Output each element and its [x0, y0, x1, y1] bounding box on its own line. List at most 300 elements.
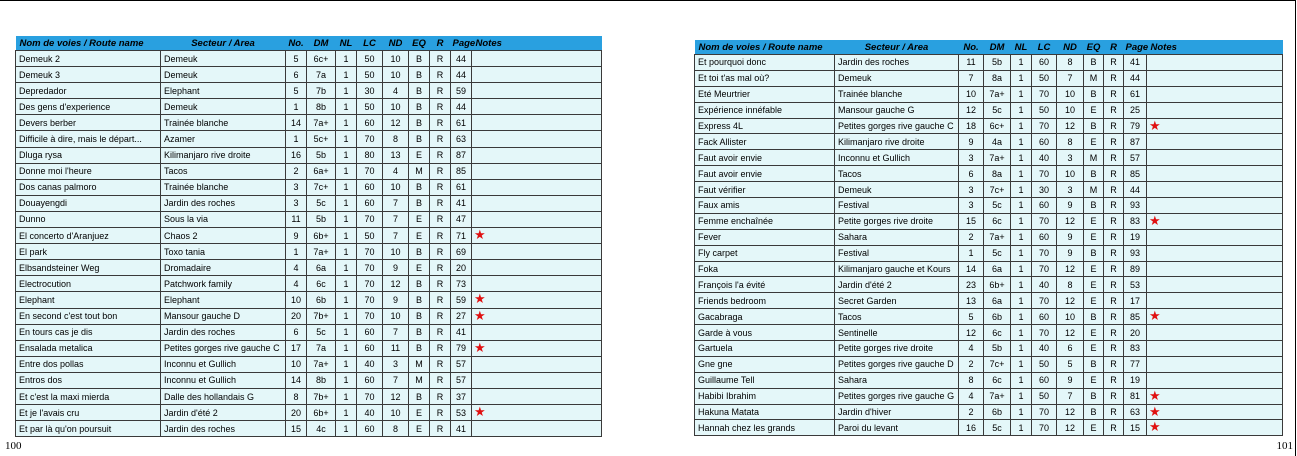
pitches-cell: 1: [336, 83, 357, 99]
table-row: [16, 115, 602, 131]
grade-cell: 6c+: [984, 118, 1011, 134]
table-row: [695, 420, 1283, 436]
star-icon: ★: [1149, 117, 1161, 133]
route-name-cell: Et par là qu'on poursuit: [16, 421, 161, 437]
grade-cell: 6b: [984, 309, 1011, 325]
rock-cell: R: [1104, 309, 1124, 325]
col-header-name: Nom de voies / Route name: [16, 36, 161, 51]
route-name-cell: Devers berber: [16, 115, 161, 131]
length-cell: 60: [357, 115, 383, 131]
page-ref-cell: 93: [1124, 198, 1147, 214]
rock-cell: R: [430, 115, 451, 131]
page-ref-cell: 69: [451, 244, 472, 260]
rock-cell: R: [430, 131, 451, 147]
length-cell: 60: [1032, 372, 1057, 388]
length-cell: 50: [1032, 356, 1057, 372]
rock-cell: R: [1104, 229, 1124, 245]
pitches-cell: 1: [336, 67, 357, 83]
grade-cell: 5c: [307, 195, 336, 211]
length-cell: 70: [1032, 245, 1057, 261]
grade-cell: 7c+: [984, 356, 1011, 372]
route-name-cell: En second c'est tout bon: [16, 308, 161, 324]
length-cell: 30: [1032, 182, 1057, 198]
equipment-cell: B: [1084, 55, 1104, 71]
table-row: [16, 244, 602, 260]
pitches-cell: 1: [1011, 261, 1032, 277]
length-cell: 50: [1032, 388, 1057, 404]
notes-cell: [472, 260, 602, 276]
rock-cell: R: [430, 340, 451, 356]
rock-cell: R: [1104, 86, 1124, 102]
rock-cell: R: [430, 83, 451, 99]
quickdraws-cell: 9: [1057, 229, 1084, 245]
rock-cell: R: [430, 356, 451, 372]
length-cell: 60: [1032, 134, 1057, 150]
table-row: [695, 213, 1283, 229]
rock-cell: R: [1104, 404, 1124, 420]
page-ref-cell: 59: [451, 83, 472, 99]
quickdraws-cell: 13: [383, 147, 409, 163]
page-ref-cell: 41: [451, 421, 472, 437]
grade-cell: 6a: [307, 260, 336, 276]
area-cell: Tacos: [835, 166, 959, 182]
notes-cell: [1147, 70, 1283, 86]
quickdraws-cell: 9: [383, 260, 409, 276]
grade-cell: 7a: [307, 67, 336, 83]
page-ref-cell: 20: [451, 260, 472, 276]
notes-cell: [472, 244, 602, 260]
pitches-cell: 1: [336, 99, 357, 115]
pitches-cell: 1: [1011, 420, 1032, 436]
area-cell: Petites gorges rive gauche D: [835, 356, 959, 372]
quickdraws-cell: 6: [1057, 341, 1084, 357]
area-cell: Jardin des roches: [835, 55, 959, 71]
route-number-cell: 2: [959, 404, 984, 420]
notes-cell: [1147, 372, 1283, 388]
route-name-cell: Dluga rysa: [16, 147, 161, 163]
quickdraws-cell: 7: [383, 195, 409, 211]
route-table-right: [694, 40, 1283, 436]
notes-cell: [472, 99, 602, 115]
rock-cell: R: [430, 421, 451, 437]
area-cell: Jardin des roches: [161, 324, 286, 340]
table-row: [16, 83, 602, 99]
length-cell: 70: [1032, 166, 1057, 182]
col-header-r: R: [430, 36, 451, 51]
route-number-cell: 8: [959, 372, 984, 388]
notes-cell: [1147, 55, 1283, 71]
page-ref-cell: 37: [451, 388, 472, 404]
area-cell: Kilimanjaro gauche et Kours: [835, 261, 959, 277]
route-number-cell: 16: [286, 147, 307, 163]
route-name-cell: Et toi t'as mal où?: [695, 70, 835, 86]
quickdraws-cell: 8: [383, 131, 409, 147]
route-number-cell: 11: [959, 55, 984, 71]
pitches-cell: 1: [1011, 277, 1032, 293]
table-row: [695, 341, 1283, 357]
rock-cell: R: [1104, 166, 1124, 182]
area-cell: Demeuk: [161, 99, 286, 115]
page-ref-cell: 85: [451, 163, 472, 179]
equipment-cell: B: [409, 324, 430, 340]
route-number-cell: 3: [286, 195, 307, 211]
area-cell: Mansour gauche G: [835, 102, 959, 118]
col-header-nl: NL: [336, 36, 357, 51]
notes-cell: [472, 163, 602, 179]
notes-cell: [1147, 293, 1283, 309]
area-cell: Sahara: [835, 229, 959, 245]
col-header-eq: EQ: [409, 36, 430, 51]
length-cell: 70: [1032, 261, 1057, 277]
area-cell: Paroi du levant: [835, 420, 959, 436]
star-icon: ★: [474, 307, 486, 323]
notes-cell: [1147, 420, 1283, 436]
quickdraws-cell: 10: [1057, 309, 1084, 325]
length-cell: 70: [1032, 404, 1057, 420]
col-header-lc: LC: [1032, 40, 1057, 55]
pitches-cell: 1: [336, 356, 357, 372]
quickdraws-cell: 12: [1057, 404, 1084, 420]
route-number-cell: 11: [286, 211, 307, 227]
route-name-cell: Demeuk 2: [16, 51, 161, 67]
page-ref-cell: 44: [451, 67, 472, 83]
table-row: [695, 356, 1283, 372]
length-cell: 70: [357, 388, 383, 404]
page-ref-cell: 79: [1124, 118, 1147, 134]
page-ref-cell: 41: [451, 195, 472, 211]
grade-cell: 6a+: [307, 163, 336, 179]
star-icon: ★: [1149, 212, 1161, 228]
pitches-cell: 1: [1011, 55, 1032, 71]
col-header-area: Secteur / Area: [161, 36, 286, 51]
pitches-cell: 1: [336, 372, 357, 388]
route-number-cell: 5: [286, 83, 307, 99]
rock-cell: R: [1104, 277, 1124, 293]
route-number-cell: 18: [959, 118, 984, 134]
quickdraws-cell: 4: [383, 163, 409, 179]
length-cell: 70: [1032, 213, 1057, 229]
page-ref-cell: 17: [1124, 293, 1147, 309]
pitches-cell: 1: [336, 340, 357, 356]
grade-cell: 5b: [984, 341, 1011, 357]
page-ref-cell: 87: [451, 147, 472, 163]
area-cell: Petite gorges rive droite: [835, 341, 959, 357]
length-cell: 60: [357, 372, 383, 388]
table-row: [16, 308, 602, 324]
grade-cell: 6b: [307, 292, 336, 308]
notes-cell: [1147, 245, 1283, 261]
grade-cell: 6b+: [307, 405, 336, 421]
quickdraws-cell: 12: [383, 276, 409, 292]
grade-cell: 6c: [307, 276, 336, 292]
notes-cell: [1147, 309, 1283, 325]
table-row: [695, 388, 1283, 404]
star-icon: ★: [474, 227, 486, 243]
equipment-cell: B: [409, 276, 430, 292]
rock-cell: R: [430, 244, 451, 260]
table-row: [695, 134, 1283, 150]
length-cell: 50: [357, 51, 383, 67]
grade-cell: 7a+: [984, 388, 1011, 404]
page-ref-cell: 41: [1124, 55, 1147, 71]
rock-cell: R: [430, 228, 451, 244]
page-ref-cell: 79: [451, 340, 472, 356]
pitches-cell: 1: [336, 405, 357, 421]
equipment-cell: B: [409, 83, 430, 99]
equipment-cell: E: [409, 405, 430, 421]
route-name-cell: Gartuela: [695, 341, 835, 357]
length-cell: 70: [1032, 118, 1057, 134]
route-name-cell: En tours cas je dis: [16, 324, 161, 340]
quickdraws-cell: 7: [383, 372, 409, 388]
route-name-cell: Depredador: [16, 83, 161, 99]
length-cell: 60: [357, 340, 383, 356]
equipment-cell: E: [1084, 102, 1104, 118]
route-name-cell: Fack Allister: [695, 134, 835, 150]
rock-cell: R: [1104, 70, 1124, 86]
table-row: [16, 163, 602, 179]
length-cell: 40: [1032, 341, 1057, 357]
star-icon: ★: [1149, 419, 1161, 435]
page-ref-cell: 87: [1124, 134, 1147, 150]
area-cell: Trainée blanche: [161, 179, 286, 195]
table-row: [695, 245, 1283, 261]
length-cell: 60: [1032, 309, 1057, 325]
area-cell: Secret Garden: [835, 293, 959, 309]
rock-cell: R: [430, 51, 451, 67]
page-ref-cell: 27: [451, 308, 472, 324]
notes-cell: [472, 292, 602, 308]
area-cell: Toxo tania: [161, 244, 286, 260]
table-row: [16, 179, 602, 195]
route-number-cell: 3: [959, 182, 984, 198]
quickdraws-cell: 12: [1057, 118, 1084, 134]
quickdraws-cell: 3: [383, 356, 409, 372]
grade-cell: 4a: [984, 134, 1011, 150]
area-cell: Azamer: [161, 131, 286, 147]
rock-cell: R: [430, 405, 451, 421]
area-cell: Petites gorges rive gauche C: [835, 118, 959, 134]
area-cell: Inconnu et Gullich: [835, 150, 959, 166]
col-header-notes: Notes: [472, 36, 602, 51]
length-cell: 60: [1032, 55, 1057, 71]
rock-cell: R: [1104, 261, 1124, 277]
route-number-cell: 6: [286, 67, 307, 83]
notes-cell: [472, 356, 602, 372]
quickdraws-cell: 4: [383, 83, 409, 99]
pitches-cell: 1: [1011, 325, 1032, 341]
quickdraws-cell: 10: [383, 405, 409, 421]
pitches-cell: 1: [1011, 118, 1032, 134]
route-number-cell: 8: [286, 388, 307, 404]
equipment-cell: M: [1084, 70, 1104, 86]
pitches-cell: 1: [1011, 70, 1032, 86]
notes-cell: [1147, 213, 1283, 229]
page-ref-cell: 44: [1124, 182, 1147, 198]
quickdraws-cell: 9: [1057, 245, 1084, 261]
equipment-cell: B: [1084, 356, 1104, 372]
equipment-cell: E: [1084, 134, 1104, 150]
route-number-cell: 4: [959, 341, 984, 357]
route-number-cell: 15: [959, 213, 984, 229]
length-cell: 50: [357, 67, 383, 83]
grade-cell: 5b: [307, 211, 336, 227]
notes-cell: [472, 179, 602, 195]
quickdraws-cell: 12: [1057, 213, 1084, 229]
rock-cell: R: [430, 308, 451, 324]
table-row: [695, 277, 1283, 293]
notes-cell: [1147, 198, 1283, 214]
rock-cell: R: [1104, 182, 1124, 198]
table-row: [16, 388, 602, 404]
quickdraws-cell: 3: [1057, 150, 1084, 166]
rock-cell: R: [430, 388, 451, 404]
right-table-body: [695, 55, 1283, 436]
quickdraws-cell: 10: [1057, 102, 1084, 118]
route-number-cell: 15: [286, 421, 307, 437]
grade-cell: 5c: [984, 245, 1011, 261]
area-cell: Sahara: [835, 372, 959, 388]
page-ref-cell: 44: [451, 99, 472, 115]
pitches-cell: 1: [336, 260, 357, 276]
route-name-cell: Elbsandsteiner Weg: [16, 260, 161, 276]
route-number-cell: 3: [286, 179, 307, 195]
route-name-cell: Garde à vous: [695, 325, 835, 341]
page-ref-cell: 57: [451, 372, 472, 388]
table-row: [695, 309, 1283, 325]
length-cell: 60: [357, 195, 383, 211]
area-cell: Elephant: [161, 292, 286, 308]
notes-cell: [472, 276, 602, 292]
area-cell: Petites gorges rive gauche C: [161, 340, 286, 356]
quickdraws-cell: 10: [1057, 166, 1084, 182]
page-ref-cell: 61: [1124, 86, 1147, 102]
table-row: [695, 404, 1283, 420]
route-number-cell: 23: [959, 277, 984, 293]
length-cell: 70: [1032, 86, 1057, 102]
route-number-cell: 6: [959, 166, 984, 182]
route-number-cell: 4: [286, 260, 307, 276]
rock-cell: R: [430, 195, 451, 211]
quickdraws-cell: 12: [1057, 293, 1084, 309]
pitches-cell: 1: [1011, 229, 1032, 245]
page-ref-cell: 57: [451, 356, 472, 372]
route-number-cell: 3: [959, 198, 984, 214]
pitches-cell: 1: [336, 147, 357, 163]
length-cell: 70: [357, 163, 383, 179]
equipment-cell: E: [409, 260, 430, 276]
equipment-cell: B: [409, 99, 430, 115]
grade-cell: 6a: [984, 261, 1011, 277]
route-name-cell: El park: [16, 244, 161, 260]
pitches-cell: 1: [1011, 309, 1032, 325]
route-number-cell: 4: [286, 276, 307, 292]
route-number-cell: 14: [286, 372, 307, 388]
equipment-cell: B: [409, 67, 430, 83]
table-row: [695, 86, 1283, 102]
quickdraws-cell: 7: [383, 211, 409, 227]
route-number-cell: 20: [286, 405, 307, 421]
pitches-cell: 1: [1011, 182, 1032, 198]
route-name-cell: Friends bedroom: [695, 293, 835, 309]
grade-cell: 7a+: [984, 86, 1011, 102]
left-table-body: [16, 51, 602, 437]
route-name-cell: El concerto d'Aranjuez: [16, 228, 161, 244]
notes-cell: [472, 372, 602, 388]
length-cell: 60: [1032, 229, 1057, 245]
grade-cell: 5c: [307, 324, 336, 340]
route-name-cell: Demeuk 3: [16, 67, 161, 83]
equipment-cell: B: [1084, 404, 1104, 420]
equipment-cell: M: [409, 163, 430, 179]
route-name-cell: Guillaume Tell: [695, 372, 835, 388]
right-page-table-wrap: [694, 40, 1282, 436]
rock-cell: R: [430, 99, 451, 115]
notes-cell: [472, 115, 602, 131]
rock-cell: R: [1104, 102, 1124, 118]
pitches-cell: 1: [1011, 245, 1032, 261]
notes-cell: [472, 340, 602, 356]
rock-cell: R: [430, 260, 451, 276]
notes-cell: [472, 388, 602, 404]
rock-cell: R: [430, 211, 451, 227]
equipment-cell: E: [409, 421, 430, 437]
page-ref-cell: 53: [1124, 277, 1147, 293]
col-header-no: No.: [286, 36, 307, 51]
route-name-cell: Gne gne: [695, 356, 835, 372]
area-cell: Trainée blanche: [161, 115, 286, 131]
quickdraws-cell: 5: [1057, 356, 1084, 372]
route-name-cell: Faux amis: [695, 198, 835, 214]
table-row: [695, 372, 1283, 388]
rock-cell: R: [1104, 55, 1124, 71]
rock-cell: R: [1104, 134, 1124, 150]
equipment-cell: B: [1084, 309, 1104, 325]
route-name-cell: Des gens d'experience: [16, 99, 161, 115]
route-number-cell: 9: [286, 228, 307, 244]
area-cell: Jardin des roches: [161, 421, 286, 437]
grade-cell: 7a+: [307, 244, 336, 260]
length-cell: 50: [1032, 102, 1057, 118]
pitches-cell: 1: [1011, 213, 1032, 229]
area-cell: Demeuk: [161, 67, 286, 83]
equipment-cell: B: [409, 51, 430, 67]
notes-cell: [1147, 102, 1283, 118]
grade-cell: 7a: [307, 340, 336, 356]
route-number-cell: 2: [959, 229, 984, 245]
page-number-right: 101: [1276, 440, 1293, 452]
area-cell: Trainée blanche: [835, 86, 959, 102]
grade-cell: 5c: [984, 420, 1011, 436]
route-number-cell: 17: [286, 340, 307, 356]
equipment-cell: B: [1084, 245, 1104, 261]
pitches-cell: 1: [1011, 86, 1032, 102]
equipment-cell: B: [1084, 198, 1104, 214]
quickdraws-cell: 10: [1057, 86, 1084, 102]
pitches-cell: 1: [1011, 341, 1032, 357]
quickdraws-cell: 9: [1057, 198, 1084, 214]
route-name-cell: Eté Meurtrier: [695, 86, 835, 102]
area-cell: Petites gorges rive gauche G: [835, 388, 959, 404]
notes-cell: [1147, 341, 1283, 357]
table-row: [16, 372, 602, 388]
equipment-cell: E: [1084, 293, 1104, 309]
quickdraws-cell: 10: [383, 244, 409, 260]
grade-cell: 7a+: [307, 356, 336, 372]
grade-cell: 5c+: [307, 131, 336, 147]
quickdraws-cell: 7: [1057, 70, 1084, 86]
area-cell: Sentinelle: [835, 325, 959, 341]
